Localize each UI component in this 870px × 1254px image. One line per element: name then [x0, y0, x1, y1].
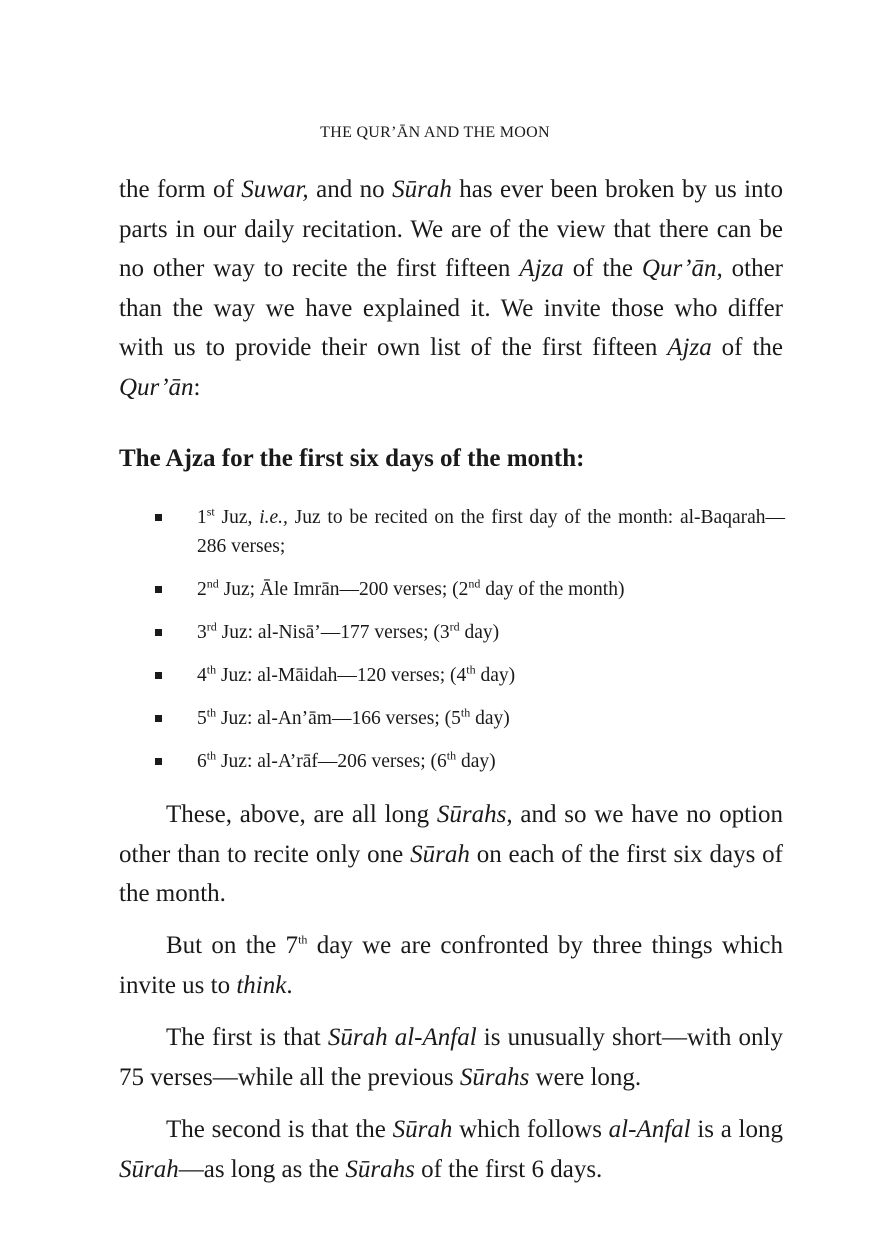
section-heading: The Ajza for the first six days of the month: [119, 445, 585, 472]
juz-list [155, 503, 785, 790]
list-item: 1st Juz, i.e., Juz to be recited on the first day of the month: al-Baqarah—286 verses; [155, 503, 785, 561]
intro-paragraph: the form of Suwar, and no Sūrah has ever been broken by us into parts in our daily recitation. We are of the view that there can be no other way to recite the first fifteen Ajza of the Qur’ān, other than the way we have explained it. We invite those who differ with us to provide their own list of the first fifteen Ajza of the Qur’ān: [119, 176, 784, 401]
square-bullet-icon [155, 586, 162, 593]
paragraph-seventh-day: But on the 7th day we are confronted by three things which invite us to think. [119, 932, 784, 999]
square-bullet-icon [155, 514, 162, 521]
square-bullet-icon [155, 758, 162, 765]
square-bullet-icon [155, 715, 162, 722]
list-item: 2nd Juz; Āle Imrān—200 verses; (2nd day of the month) [155, 575, 785, 604]
square-bullet-icon [155, 672, 162, 679]
paragraph-first-point: The first is that Sūrah al-Anfal is unusually short—with only 75 verses—while all the previous Sūrahs were long. [119, 1024, 783, 1091]
square-bullet-icon [155, 629, 162, 636]
list-item: 5th Juz: al-An’ām—166 verses; (5th day) [155, 704, 785, 733]
list-item: 4th Juz: al-Māidah—120 verses; (4th day) [155, 661, 785, 690]
paragraph-long-surahs: These, above, are all long Sūrahs, and so we have no option other than to recite only one Sūrah on each of the first six days of the month. [119, 801, 783, 907]
paragraph-second-point: The second is that the Sūrah which follows al-Anfal is a long Sūrah—as long as the Sūrahs of the first 6 days. [119, 1116, 783, 1183]
running-head: THE QUR’ĀN AND THE MOON [320, 124, 550, 141]
list-item: 6th Juz: al-A’rāf—206 verses; (6th day) [155, 747, 785, 776]
list-item: 3rd Juz: al-Nisā’—177 verses; (3rd day) [155, 618, 785, 647]
